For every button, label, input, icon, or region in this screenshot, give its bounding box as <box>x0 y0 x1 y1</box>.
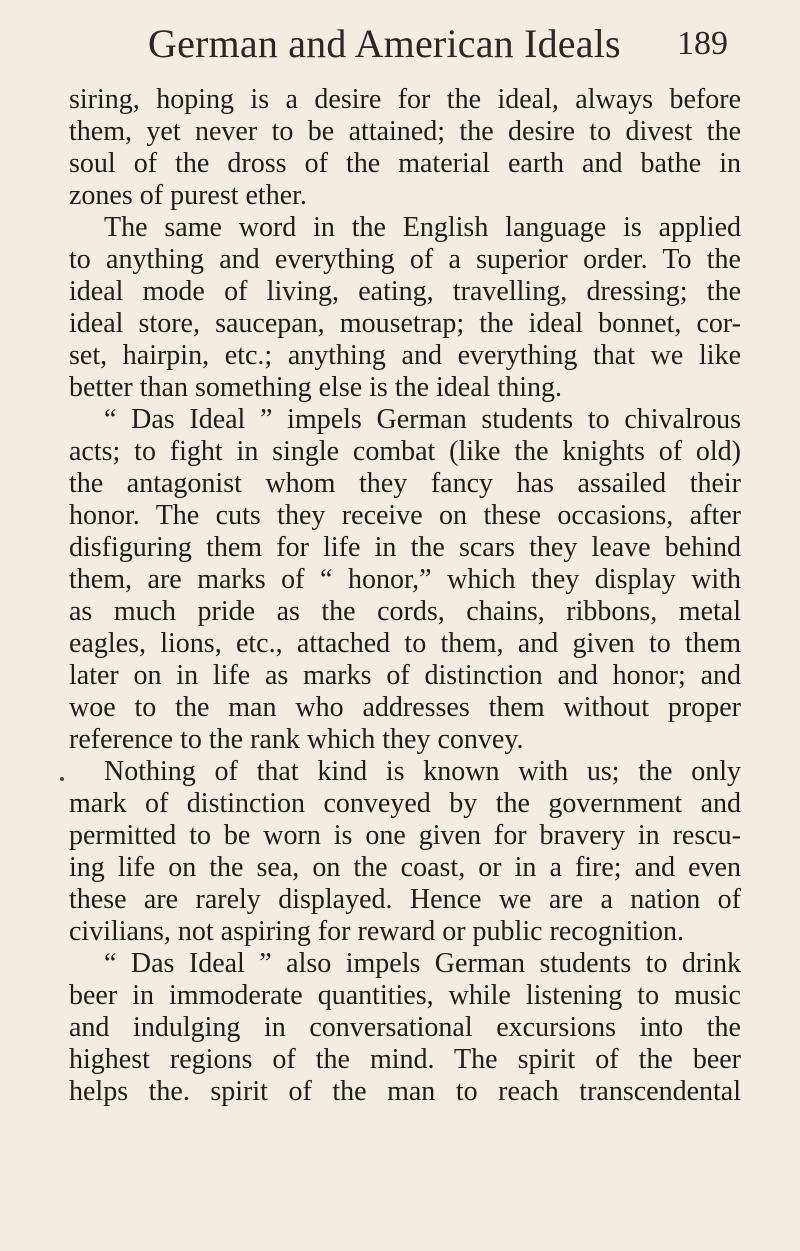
text-line: mark of distinction conveyed by the government and <box>69 788 741 819</box>
text-line: them, are marks of “ honor,” which they display with <box>69 564 741 595</box>
running-title: German and American Ideals <box>148 21 621 66</box>
text-line: woe to the man who addresses them without proper <box>69 692 741 723</box>
text-line: later on in life as marks of distinction and honor; and <box>69 660 741 691</box>
text-line: Nothing of that kind is known with us; the only <box>104 756 741 787</box>
body-text <box>69 84 741 1108</box>
text-line: ing life on the sea, on the coast, or in a fire; and even <box>69 852 741 883</box>
stray-print-mark <box>60 777 64 781</box>
text-line: soul of the dross of the material earth and bathe in <box>69 148 741 179</box>
text-line: “ Das Ideal ” also impels German students to drink <box>104 948 741 979</box>
text-line: set, hairpin, etc.; anything and everything that we like <box>69 340 741 371</box>
text-line: The same word in the English language is applied <box>104 212 741 243</box>
text-line: ideal store, saucepan, mousetrap; the ideal bonnet, cor- <box>69 308 741 339</box>
text-line: to anything and everything of a superior order. To the <box>69 244 741 275</box>
text-line: zones of purest ether. <box>69 180 307 211</box>
text-line: reference to the rank which they convey. <box>69 724 524 755</box>
text-line: them, yet never to be attained; the desire to divest the <box>69 116 741 147</box>
text-line: honor. The cuts they receive on these occasions, after <box>69 500 741 531</box>
text-line: acts; to fight in single combat (like the knights of old) <box>69 436 741 467</box>
text-line: these are rarely displayed. Hence we are a nation of <box>69 884 741 915</box>
text-line: permitted to be worn is one given for bravery in rescu- <box>69 820 741 851</box>
text-line: siring, hoping is a desire for the ideal, always before <box>69 84 741 115</box>
text-line: highest regions of the mind. The spirit of the beer <box>69 1044 741 1075</box>
running-head <box>148 16 728 72</box>
text-line: helps the. spirit of the man to reach transcendental <box>69 1076 741 1107</box>
text-line: eagles, lions, etc., attached to them, and given to them <box>69 628 741 659</box>
page-number: 189 <box>677 25 728 62</box>
text-line: disfiguring them for life in the scars they leave behind <box>69 532 741 563</box>
text-line: beer in immoderate quantities, while listening to music <box>69 980 741 1011</box>
text-line: the antagonist whom they fancy has assailed their <box>69 468 741 499</box>
text-line: as much pride as the cords, chains, ribbons, metal <box>69 596 741 627</box>
text-line: ideal mode of living, eating, travelling, dressing; the <box>69 276 741 307</box>
text-line: and indulging in conversational excursions into the <box>69 1012 741 1043</box>
text-line: better than something else is the ideal thing. <box>69 372 562 403</box>
text-line: “ Das Ideal ” impels German students to chivalrous <box>104 404 741 435</box>
text-line: civilians, not aspiring for reward or public recognition. <box>69 916 685 947</box>
